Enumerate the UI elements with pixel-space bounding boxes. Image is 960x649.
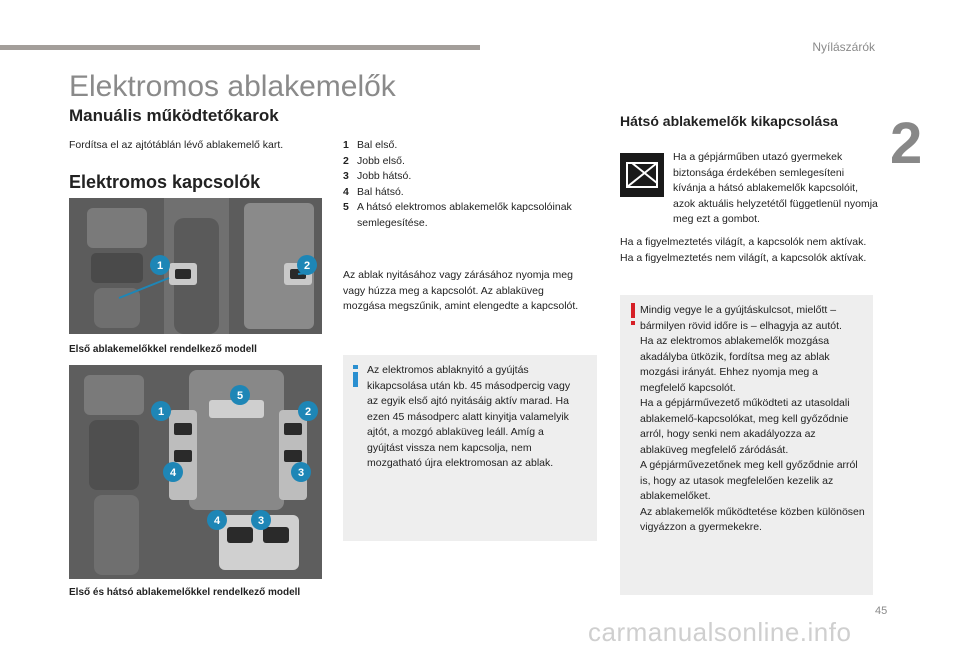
electric-heading: Elektromos kapcsolók xyxy=(69,172,261,192)
warning-paragraph: A gépjárművezetőnek meg kell győződnie arról is, hogy az utasok megfelelően kezelik az ablakemelőket. xyxy=(640,459,858,502)
section-title: Nyílászárók xyxy=(812,40,875,54)
manual-heading: Manuális működtetőkarok xyxy=(69,106,279,125)
warning-paragraph: Ha a gépjárművezető működteti az utasoldali ablakemelő-kapcsolókat, meg kell győződnie arról, hogy senki nem akadályozza az ablaküveg megfelelő záródását. xyxy=(640,397,850,456)
manual-text: Fordítsa el az ajtótáblán lévő ablakemelő kart. xyxy=(69,139,284,151)
operation-text: Az ablak nyitásához vagy zárásához nyomja meg vagy húzza meg a kapcsolót. Az ablaküveg mozgása megszűnik, amint elengedte a kapcsolót. xyxy=(343,269,579,312)
caption-front: Első ablakemelőkkel rendelkező modell xyxy=(69,344,257,355)
warning-icon xyxy=(628,303,638,325)
svg-text:3: 3 xyxy=(297,467,305,479)
rear-switches-photo xyxy=(69,365,322,579)
svg-text:4: 4 xyxy=(169,467,177,479)
svg-text:2: 2 xyxy=(304,406,312,418)
warning-paragraph: Mindig vegye le a gyújtáskulcsot, mielőtt – bármilyen rövid időre is – elhagyja az autót. xyxy=(640,304,842,332)
list-item: 4 Bal hátsó. xyxy=(343,185,404,198)
front-switches-photo xyxy=(69,198,322,334)
rear-indicator-text: Ha a figyelmeztetés világít, a kapcsolók nem aktívak. Ha a figyelmeztetés nem világít, a kapcsolók aktívak. xyxy=(620,236,867,264)
caption-rear: Első és hátsó ablakemelőkkel rendelkező modell xyxy=(69,587,301,598)
chapter-number: 2 xyxy=(890,111,923,176)
warning-paragraph: Az ablakemelők működtetése közben különösen vigyázzon a gyermekekre. xyxy=(640,505,865,533)
warning-text xyxy=(640,303,865,536)
svg-text:4: 4 xyxy=(213,515,221,527)
warning-box xyxy=(620,295,873,595)
info-box xyxy=(343,355,597,541)
svg-text:1: 1 xyxy=(157,406,165,418)
warning-paragraph: Ha az elektromos ablakemelők mozgása akadályba ütközik, fordítsa meg az ablak mozgási irányát. Ehhez nyomja meg a megfelelő kapcsolót. xyxy=(640,335,830,394)
page-number: 45 xyxy=(875,605,888,617)
list-item: 3 Jobb hátsó. xyxy=(343,170,412,182)
list-item: 1 Bal első. xyxy=(343,139,398,151)
svg-text:3: 3 xyxy=(257,515,265,527)
svg-text:2: 2 xyxy=(303,260,311,272)
svg-text:1: 1 xyxy=(156,260,164,272)
info-text: Az elektromos ablaknyitó a gyújtás kikapcsolása után kb. 45 másodpercig vagy az egyik első ajtó nyitásáig aktív marad. Ha ezen 45 másodperc alatt kinyitja valamelyik ajtót, a mozgó ablaküveg leáll. Amíg a gyújtást vissza nem kapcsolja, nem mozgatható újra elektromosan az ablak. xyxy=(367,364,571,469)
svg-text:5: 5 xyxy=(236,390,244,402)
list-item: 5 A hátsó elektromos ablakemelők kapcsolóinak semlegesítése. xyxy=(343,201,572,229)
watermark: carmanualsonline.info xyxy=(588,617,852,647)
header-rule xyxy=(0,45,480,50)
list-item: 2 Jobb első. xyxy=(343,154,405,167)
rear-heading: Hátsó ablakemelők kikapcsolása xyxy=(620,113,838,129)
page-title: Elektromos ablakemelők xyxy=(69,70,396,103)
rear-icon-text: Ha a gépjárműben utazó gyermekek biztonsága érdekében semlegesíteni kívánja a hátsó ablakemelők kapcsolóit, azok aktuális helyzetétől függetlenül nyomja meg ezt a gombot. xyxy=(673,151,878,225)
switch-list xyxy=(343,138,583,231)
car-console-illustration-2 xyxy=(69,365,322,579)
car-console-illustration xyxy=(69,198,322,334)
info-icon xyxy=(353,365,358,387)
child-lock-icon xyxy=(620,153,664,197)
